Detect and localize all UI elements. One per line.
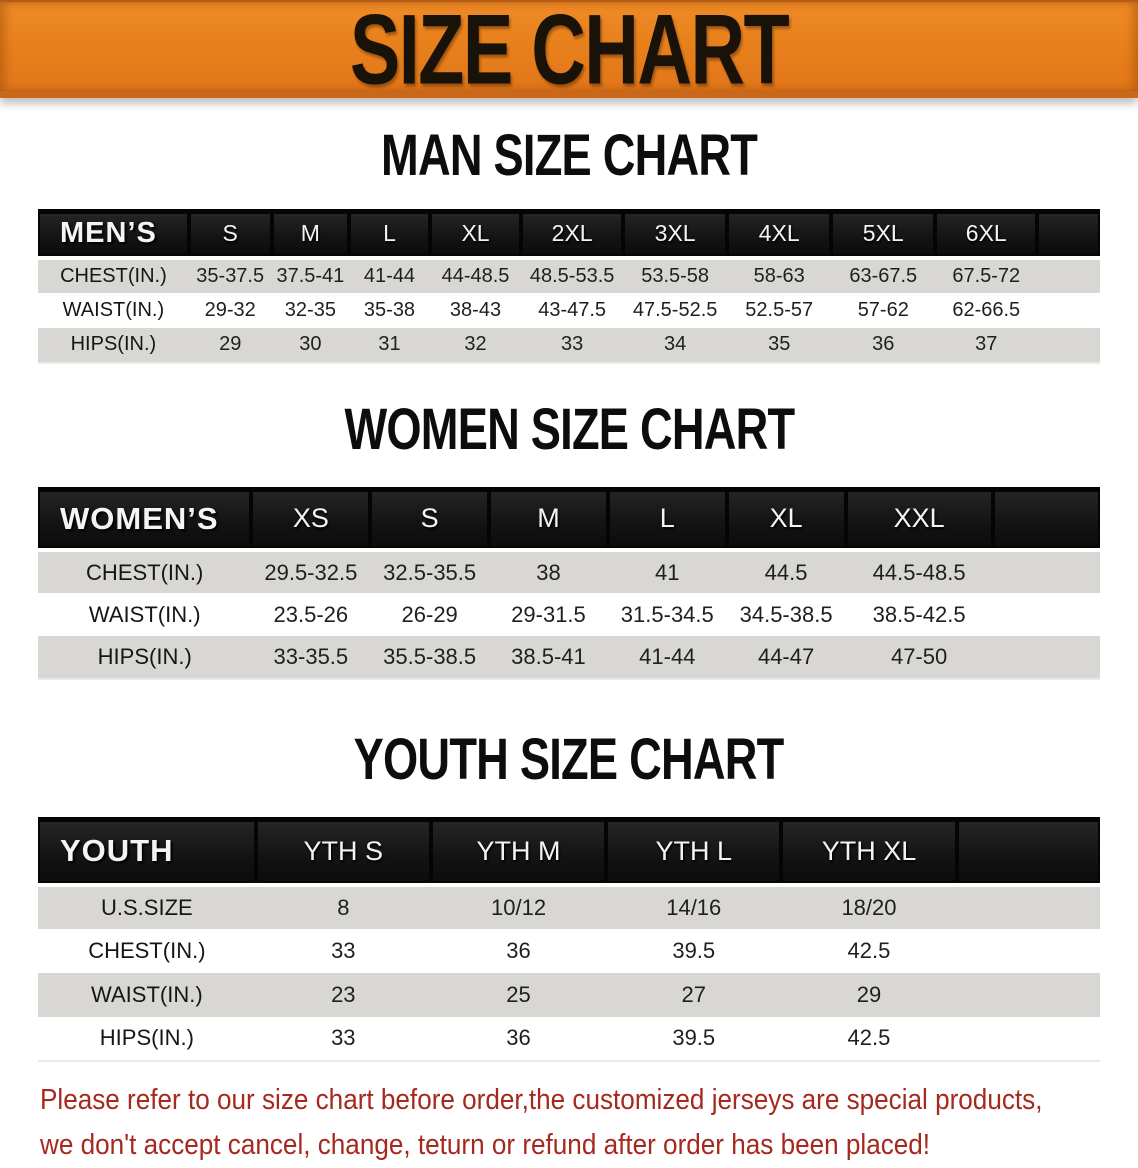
size-cell: 39.5	[672, 937, 716, 963]
size-column-header: L	[349, 211, 430, 258]
table-row	[38, 929, 1100, 973]
table-corner-label: YOUTH	[38, 819, 256, 885]
header-band-row	[38, 819, 1100, 885]
size-cell: 29	[781, 973, 956, 1017]
size-column-header: 2XL	[521, 211, 623, 258]
size-column-header: S	[189, 211, 272, 258]
table-row	[38, 885, 1100, 929]
row-label: U.S.SIZE	[38, 885, 256, 929]
size-cell: 47.5-52.5	[632, 298, 718, 321]
size-cell: 29	[189, 328, 272, 363]
size-cell: 42.5	[847, 937, 891, 963]
section-title-text: MAN SIZE CHART	[380, 123, 758, 188]
women-size-table	[38, 487, 1100, 681]
spacer-cell	[993, 550, 1100, 593]
size-cell: 36	[506, 937, 531, 963]
size-column-header: XL	[727, 488, 846, 550]
size-cell: 41	[608, 550, 727, 593]
size-cell: 62-66.5	[952, 298, 1021, 321]
size-cell: 36	[831, 328, 935, 363]
size-cell: 8	[256, 885, 431, 929]
size-column-header: XS	[251, 488, 370, 550]
spacer-cell	[1037, 258, 1100, 293]
size-cell: 38	[489, 550, 608, 593]
size-cell: 47-50	[846, 636, 993, 679]
size-cell: 35	[727, 328, 831, 363]
spacer-cell	[1037, 211, 1100, 258]
spacer-cell	[1037, 328, 1100, 363]
size-cell: 30	[272, 328, 350, 363]
size-cell: 34	[623, 328, 727, 363]
size-cell: 37.5-41	[272, 258, 350, 293]
table-row	[38, 593, 1100, 636]
size-cell: 34.5-38.5	[739, 601, 833, 627]
header-band-row	[38, 211, 1100, 258]
men-size-table	[38, 209, 1100, 364]
size-cell: 29.5-32.5	[251, 550, 370, 593]
size-section-youth	[0, 726, 1138, 1062]
table-row	[38, 293, 1100, 328]
size-cell: 41-44	[608, 636, 727, 679]
size-cell: 38-43	[449, 298, 502, 321]
size-cell: 23.5-26	[273, 601, 349, 627]
spacer-cell	[993, 488, 1100, 550]
size-cell: 29-32	[204, 298, 256, 321]
size-column-header: XXL	[846, 488, 993, 550]
spacer-cell	[993, 593, 1100, 636]
table-row	[38, 550, 1100, 593]
size-section-men	[0, 122, 1138, 364]
table-row	[38, 328, 1100, 363]
size-cell: 36	[506, 1025, 531, 1050]
section-title	[0, 122, 1138, 189]
size-cell: 57-62	[857, 298, 909, 321]
size-cell: 10/12	[431, 885, 606, 929]
size-cell: 33	[521, 328, 623, 363]
row-label: CHEST(IN.)	[38, 258, 189, 293]
table-row	[38, 636, 1100, 679]
row-label: CHEST(IN.)	[38, 550, 251, 593]
table-row	[38, 258, 1100, 293]
banner	[0, 0, 1138, 106]
row-label: WAIST(IN.)	[38, 973, 256, 1017]
size-cell: 31.5-34.5	[620, 601, 714, 627]
size-cell: 35-37.5	[189, 258, 272, 293]
size-cell: 42.5	[847, 1025, 891, 1050]
size-tables-container	[0, 122, 1138, 1062]
table-row	[38, 1017, 1100, 1061]
row-label: HIPS(IN.)	[38, 636, 251, 679]
size-cell: 35-38	[363, 298, 416, 321]
size-column-header: YTH L	[606, 819, 781, 885]
disclaimer-line-1: Please refer to our size chart before order,the customized jerseys are special products,	[40, 1083, 1043, 1116]
size-column-header: M	[489, 488, 608, 550]
size-cell: 32	[430, 328, 521, 363]
row-label: WAIST(IN.)	[62, 298, 165, 321]
spacer-cell	[957, 1017, 1100, 1061]
size-cell: 33-35.5	[251, 636, 370, 679]
size-column-header: YTH S	[256, 819, 431, 885]
disclaimer-line-2: we don't accept cancel, change, teturn or refund after order has been placed!	[40, 1128, 931, 1161]
size-cell: 41-44	[349, 258, 430, 293]
size-cell: 29-31.5	[511, 601, 586, 627]
size-column-header: 6XL	[935, 211, 1037, 258]
size-cell: 18/20	[781, 885, 956, 929]
row-label: WAIST(IN.)	[88, 601, 201, 627]
size-cell: 67.5-72	[935, 258, 1037, 293]
section-title-text: WOMEN SIZE CHART	[344, 396, 794, 462]
spacer-cell	[993, 636, 1100, 679]
size-cell: 31	[349, 328, 430, 363]
spacer-cell	[1037, 293, 1100, 328]
size-column-header: 4XL	[727, 211, 831, 258]
section-title	[0, 396, 1138, 463]
size-cell: 44-47	[727, 636, 846, 679]
size-cell: 14/16	[606, 885, 781, 929]
size-cell: 37	[935, 328, 1037, 363]
size-cell: 32.5-35.5	[370, 550, 489, 593]
size-cell: 38.5-42.5	[872, 601, 966, 627]
size-cell: 39.5	[672, 1025, 716, 1050]
size-section-women	[0, 396, 1138, 681]
size-cell: 38.5-41	[489, 636, 608, 679]
spacer-cell	[957, 929, 1100, 973]
size-column-header: M	[272, 211, 350, 258]
size-column-header: 3XL	[623, 211, 727, 258]
row-label: HIPS(IN.)	[99, 1025, 194, 1050]
disclaimer	[40, 1078, 1138, 1168]
size-cell: 48.5-53.5	[521, 258, 623, 293]
size-cell: 23	[256, 973, 431, 1017]
size-column-header: YTH XL	[781, 819, 956, 885]
page-title	[0, 2, 1138, 120]
page-title-text: SIZE CHART	[349, 0, 789, 106]
row-label: HIPS(IN.)	[38, 328, 189, 363]
size-cell: 33	[331, 937, 356, 963]
size-column-header: YTH M	[431, 819, 606, 885]
row-label: CHEST(IN.)	[88, 937, 206, 963]
header-band-row	[38, 488, 1100, 550]
size-cell: 44-48.5	[430, 258, 521, 293]
size-cell: 44.5-48.5	[846, 550, 993, 593]
size-cell: 52.5-57	[745, 298, 814, 321]
spacer-cell	[957, 885, 1100, 929]
spacer-cell	[957, 973, 1100, 1017]
size-cell: 32-35	[284, 298, 336, 321]
size-column-header: XL	[430, 211, 521, 258]
size-cell: 44.5	[727, 550, 846, 593]
table-corner-label: WOMEN’S	[38, 488, 251, 550]
size-column-header: S	[370, 488, 489, 550]
size-column-header: 5XL	[831, 211, 935, 258]
size-cell: 63-67.5	[831, 258, 935, 293]
youth-size-table	[38, 817, 1100, 1062]
size-cell: 53.5-58	[623, 258, 727, 293]
size-cell: 58-63	[727, 258, 831, 293]
section-title	[0, 726, 1138, 793]
section-title-text: YOUTH SIZE CHART	[354, 727, 784, 792]
size-cell: 26-29	[401, 601, 458, 627]
table-corner-label: MEN’S	[38, 211, 189, 258]
size-column-header: L	[608, 488, 727, 550]
size-cell: 35.5-38.5	[370, 636, 489, 679]
size-cell: 27	[606, 973, 781, 1017]
spacer-cell	[957, 819, 1100, 885]
table-row	[38, 973, 1100, 1017]
size-cell: 33	[331, 1025, 356, 1050]
size-cell: 43-47.5	[538, 298, 607, 321]
size-cell: 25	[431, 973, 606, 1017]
